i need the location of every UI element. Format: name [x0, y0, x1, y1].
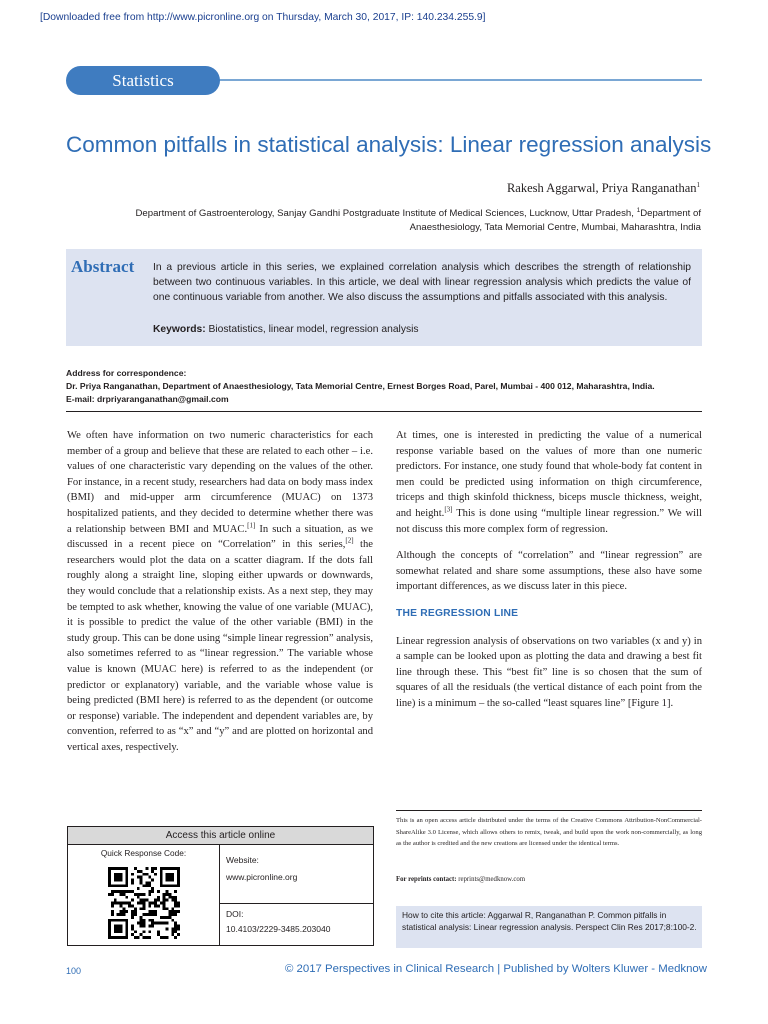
right-column [396, 428, 702, 723]
correspondence-rule [66, 411, 702, 412]
correspondence-label: Address for correspondence: [66, 368, 187, 378]
access-divider [220, 903, 373, 904]
affiliation-1: Department of Gastroenterology, Sanjay Gandhi Postgraduate Institute of Medical Sciences, Lucknow, Uttar Pradesh, [135, 208, 637, 220]
left-p1-text-b: In such a situation, as we discussed in a recent piece on “Correlation” in this series, [67, 523, 373, 551]
cite-text: How to cite this article: Aggarwal R, Ranganathan P. Common pitfalls in statistical analysis: Linear regression analysis. Perspect Clin Res 2017;8:100-2. [402, 910, 697, 932]
citation-3[interactable]: [3] [444, 505, 453, 514]
keywords-value: Biostatistics, linear model, regression analysis [208, 324, 419, 335]
right-paragraph-3: Linear regression analysis of observations on two variables (x and y) in a sample can be looked upon as plotting the data and drawing a best fit line through these. This “best fit” line is so chosen that the sum of squares of all the residuals (the vertical distance of each point from the line) is a minimum – the so-called “least squares line” [Figure 1]. [396, 635, 702, 709]
keywords [153, 324, 693, 335]
doi-label: DOI: [226, 909, 244, 919]
right-p1-text-b: This is done using “multiple linear regression.” We will not discuss this more complex form of regression. [396, 507, 702, 535]
doi-link[interactable]: 10.4103/2229-3485.203040 [226, 924, 331, 934]
abstract-box [66, 249, 702, 346]
correspondence-address: Dr. Priya Ranganathan, Department of Anaesthesiology, Tata Memorial Centre, Ernest Borges Road, Parel, Mumbai - 400 012, Maharashtra, India. [66, 381, 655, 391]
section-heading-regression-line: THE REGRESSION LINE [396, 607, 519, 619]
right-paragraph-1 [396, 428, 702, 537]
website-label: Website: [226, 855, 259, 865]
right-p1-text-a: At times, one is interested in predicting the value of a numerical response variable based on the values of more than one numeric predictors. For instance, one study found that whole-body fat content in men could be predicted using information on thigh circumference, triceps and thigh skinfold thickness, biceps muscle thickness, weight, and height. [396, 430, 702, 519]
affiliation-marker: 1 [636, 207, 641, 214]
page-number: 100 [66, 966, 82, 976]
left-p1-text-a: We often have information on two numeric characteristics for each member of a group and believe that these are related to each other – i.e. values of one characteristic vary depending on the values of the other. For instance, in a recent study, researchers had data on body mass index (BMI) and mid-upper arm circumference (MUAC) on 1373 hospitalized patients, and they decided to determine whether there was a relationship between BMI and MUAC. [67, 430, 373, 535]
abstract-heading: Abstract [71, 257, 135, 276]
citation-1[interactable]: [1] [247, 521, 256, 530]
cite-box [396, 906, 702, 948]
license-rule [396, 810, 702, 811]
download-banner: [Downloaded free from http://www.picronline.org on Thursday, March 30, 2017, IP: 140.234.255.9] [40, 12, 486, 23]
reprints-email[interactable]: reprints@medknow.com [458, 876, 526, 883]
section-label: Statistics [66, 66, 220, 95]
correspondence-email: E-mail: drpriyaranganathan@gmail.com [66, 394, 229, 404]
access-info-cell [220, 845, 373, 945]
author-affiliation-marker: 1 [696, 181, 700, 189]
license-text: This is an open access article distributed under the terms of the Creative Commons Attribution-NonCommercial-ShareAlike 3.0 License, which allows others to remix, tweak, and build upon the work non-commercially, as long as the author is credited and the new creations are licensed under the identical terms. [396, 817, 702, 847]
left-column [67, 428, 373, 766]
abstract-text: In a previous article in this series, we explained correlation analysis which describes the strength of relationship between two continuous variables. In this article, we deal with linear regression analysis which predicts the value of one continuous variable from another. We also discuss the assumptions and pitfalls associated with this analysis. [153, 262, 691, 303]
qr-code[interactable] [108, 867, 180, 939]
access-qr-cell [68, 845, 220, 945]
authors [300, 181, 700, 196]
left-paragraph-1 [67, 428, 373, 755]
affiliation-2: Department of Anaesthesiology, Tata Memorial Centre, Mumbai, Maharashtra, India [409, 208, 701, 234]
right-paragraph-2: Although the concepts of “correlation” and “linear regression” are somewhat related and share some assumptions, these also have some important differences, as we discuss later in this piece. [396, 550, 702, 593]
left-p1-text-c: the researchers would plot the data on a scatter diagram. If the dots fall roughly along a straight line, sloping either upwards or downwards, they would conclude that a relationship exists. As a next step, they may be tempted to ask whether, knowing the value of one variable (MUAC), it is possible to predict the value of the other variable (BMI) in the study group. This can be done using “simple linear regression” analysis, also sometimes referred to as “linear regression.” The variable whose value is known (MUAC here) is referred to as the independent (or predictor or explanatory) variable, and the variable whose value is being predicted (BMI here) is referred to as the dependent (or outcome or response) variable. The independent and dependent variables are, by convention, referred to as “x” and “y” and are plotted on horizontal and vertical axes, respectively. [67, 539, 373, 753]
access-article-box [67, 826, 374, 946]
article-title: Common pitfalls in statistical analysis: Linear regression analysis [66, 132, 712, 157]
author-names: Rakesh Aggarwal, Priya Ranganathan [506, 181, 697, 196]
qr-label: Quick Response Code: [100, 848, 187, 858]
correspondence [66, 367, 706, 406]
access-title: Access this article online [68, 827, 373, 845]
website-link[interactable]: www.picronline.org [226, 872, 298, 882]
citation-2[interactable]: [2] [345, 536, 354, 545]
section-rule [212, 79, 702, 81]
reprints-label: For reprints contact: [396, 876, 457, 883]
footer-copyright: © 2017 Perspectives in Clinical Research | Published by Wolters Kluwer - Medknow [284, 963, 707, 975]
keywords-label: Keywords: [153, 324, 206, 335]
affiliation [70, 204, 701, 235]
reprints [396, 876, 702, 883]
